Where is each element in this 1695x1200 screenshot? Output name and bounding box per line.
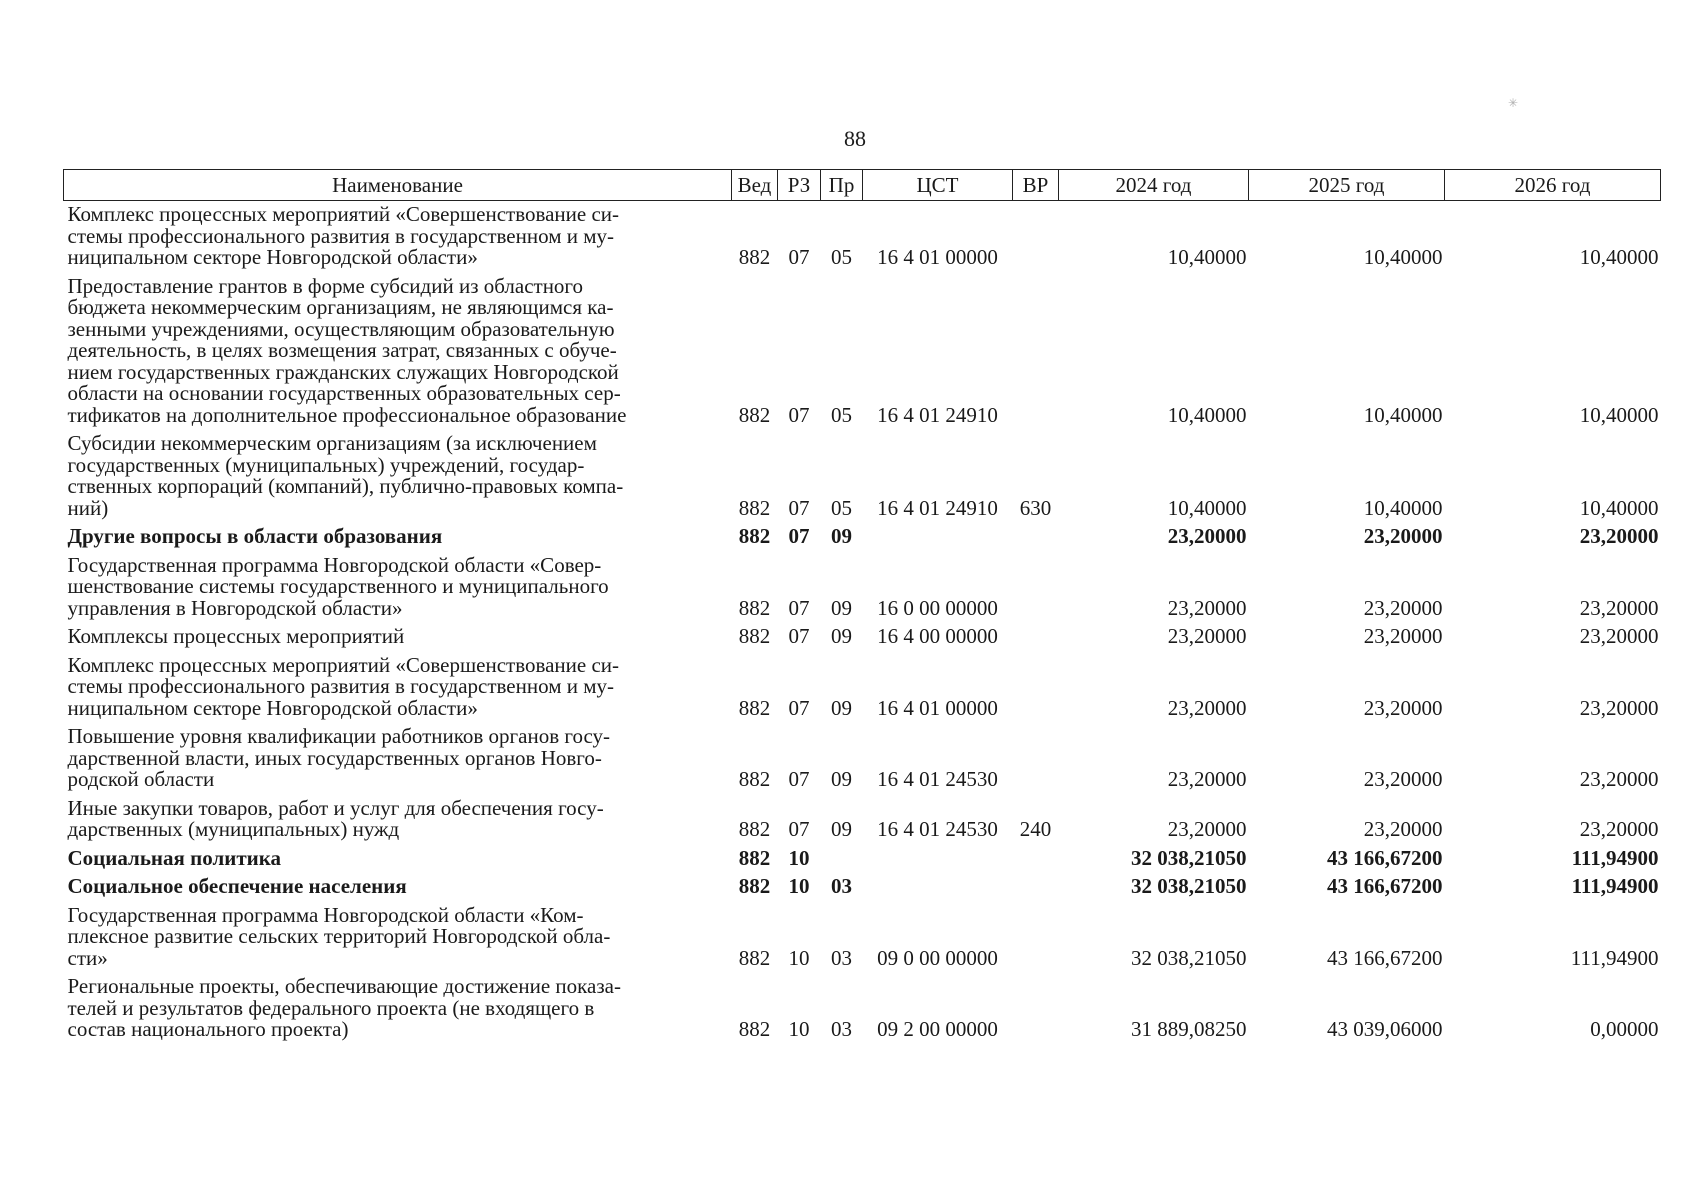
row-2026: 23,20000 — [1579, 767, 1659, 791]
row-vr — [1013, 969, 1059, 1041]
row-2025: 23,20000 — [1363, 595, 1443, 620]
row-2026: 23,20000 — [1579, 624, 1659, 648]
table-row — [64, 841, 1661, 870]
row-rz: 10 — [788, 874, 810, 898]
row-name: Социальное обеспечение населения — [67, 874, 407, 898]
row-pr: 05 — [831, 245, 852, 269]
row-name: Государственная программа Новгородской области «Совер- шенствование системы государственного и муниципального управления в Новгородской области» — [67, 552, 609, 620]
row-vr — [1013, 841, 1059, 870]
row-name: Комплексы процессных мероприятий — [67, 624, 405, 648]
row-name: Субсидии некоммерческим организациям (за исключением государственных (муниципальных) учреждений, государ- ственных корпораций (компаний), публично-правовых компа- ний) — [67, 431, 624, 520]
row-cst — [863, 519, 1013, 548]
row-name: Региональные проекты, обеспечивающие достижение показа- телей и результатов федерального проекта (не входящего в состав национального проекта) — [67, 974, 621, 1041]
row-2026: 23,20000 — [1579, 695, 1659, 720]
row-vr — [1013, 269, 1059, 427]
row-rz: 07 — [788, 495, 810, 520]
row-rz: 07 — [788, 817, 810, 841]
header-2024: 2024 год — [1059, 170, 1249, 201]
row-cst: 16 4 00 00000 — [877, 624, 998, 648]
row-rz: 07 — [788, 767, 810, 791]
row-cst: 16 0 00 00000 — [877, 595, 998, 620]
row-rz: 07 — [788, 402, 810, 427]
row-2024: 31 889,08250 — [1131, 1017, 1247, 1041]
row-ved: 882 — [738, 845, 771, 870]
row-vr — [1013, 201, 1059, 269]
row-2025: 23,20000 — [1363, 817, 1443, 841]
row-name: Социальная политика — [67, 845, 282, 870]
row-name: Другие вопросы в области образования — [67, 524, 443, 548]
row-ved: 882 — [738, 767, 771, 791]
table-row — [64, 619, 1661, 648]
row-2026: 23,20000 — [1579, 817, 1659, 841]
row-2025: 43 166,67200 — [1327, 945, 1443, 970]
row-pr: 09 — [831, 817, 852, 841]
row-pr: 03 — [831, 945, 852, 970]
row-rz: 07 — [788, 245, 810, 269]
row-pr: 03 — [831, 874, 852, 898]
table-row — [64, 548, 1661, 620]
header-pr: Пр — [821, 170, 863, 201]
row-rz: 07 — [788, 624, 810, 648]
table-row — [64, 269, 1661, 427]
row-2025: 10,40000 — [1363, 495, 1443, 520]
row-pr: 09 — [831, 624, 852, 648]
table-row — [64, 426, 1661, 519]
row-ved: 882 — [738, 945, 771, 970]
row-ved: 882 — [738, 1017, 771, 1041]
row-pr: 09 — [831, 767, 852, 791]
table-row — [64, 519, 1661, 548]
header-vr: ВР — [1013, 170, 1059, 201]
row-name: Повышение уровня квалификации работников органов госу- дарственной власти, иных государственных органов Новго- родской области — [67, 724, 611, 791]
row-2024: 32 038,21050 — [1131, 845, 1247, 870]
row-2024: 23,20000 — [1167, 695, 1247, 720]
row-2024: 10,40000 — [1167, 245, 1247, 269]
row-ved: 882 — [738, 624, 771, 648]
row-2026: 10,40000 — [1579, 245, 1659, 269]
header-2026: 2026 год — [1445, 170, 1661, 201]
row-rz: 10 — [788, 845, 810, 870]
row-vr — [1013, 898, 1059, 970]
row-cst: 16 4 01 24910 — [877, 402, 998, 427]
row-name: Предоставление грантов в форме субсидий из областного бюджета некоммерческим организациям, не являющимся ка- зенными учреждениями, осуществляющим образовательную деятельность, в целях возмещения затрат, связанных с обуче- нием государственных гражданских служащих Новгородской области на основании государственных образовательных сер- тификатов на дополнительное профессиональное образование — [67, 273, 627, 427]
row-2026: 111,94900 — [1571, 845, 1659, 870]
row-2026: 111,94900 — [1571, 874, 1659, 898]
row-ved: 882 — [738, 874, 771, 898]
row-2024: 23,20000 — [1167, 524, 1247, 548]
row-vr — [1013, 719, 1059, 791]
header-2025: 2025 год — [1249, 170, 1445, 201]
row-vr — [1013, 869, 1059, 898]
table-row — [64, 969, 1661, 1041]
row-2026: 111,94900 — [1570, 945, 1659, 970]
row-2025: 10,40000 — [1363, 245, 1443, 269]
row-vr: 630 — [1019, 495, 1052, 520]
row-2024: 23,20000 — [1167, 595, 1247, 620]
table-header — [64, 170, 1661, 201]
row-vr — [1013, 648, 1059, 720]
row-vr — [1013, 519, 1059, 548]
row-2025: 43 166,67200 — [1327, 845, 1443, 870]
row-rz: 07 — [788, 524, 810, 548]
row-ved: 882 — [738, 695, 771, 720]
table-row — [64, 898, 1661, 970]
row-rz: 07 — [788, 695, 810, 720]
row-2026: 0,00000 — [1590, 1017, 1659, 1041]
row-2025: 23,20000 — [1363, 695, 1443, 720]
row-2026: 23,20000 — [1579, 524, 1659, 548]
row-2025: 43 039,06000 — [1327, 1017, 1443, 1041]
row-rz: 07 — [788, 595, 810, 620]
row-2024: 23,20000 — [1167, 624, 1247, 648]
row-vr — [1013, 619, 1059, 648]
table-row — [64, 201, 1661, 269]
row-cst: 16 4 01 00000 — [877, 695, 998, 720]
row-2024: 10,40000 — [1167, 402, 1247, 427]
row-ved: 882 — [738, 524, 771, 548]
header-rz: РЗ — [778, 170, 821, 201]
row-cst: 16 4 01 24530 — [877, 767, 998, 791]
row-2024: 32 038,21050 — [1131, 874, 1247, 898]
row-2024: 32 038,21050 — [1131, 945, 1247, 970]
row-ved: 882 — [738, 817, 771, 841]
page-number: 88 — [844, 126, 866, 151]
row-cst: 16 4 01 24910 — [877, 495, 998, 520]
row-cst — [863, 869, 1013, 898]
row-vr: 240 — [1019, 817, 1052, 841]
row-ved: 882 — [738, 245, 771, 269]
table-body — [64, 201, 1661, 1041]
row-rz: 10 — [788, 945, 810, 970]
row-2026: 23,20000 — [1579, 595, 1659, 620]
header-name: Наименование — [64, 170, 732, 201]
row-ved: 882 — [738, 402, 771, 427]
row-2025: 10,40000 — [1363, 402, 1443, 427]
table-row — [64, 648, 1661, 720]
row-vr — [1013, 548, 1059, 620]
row-ved: 882 — [738, 495, 771, 520]
row-cst: 16 4 01 24530 — [877, 817, 998, 841]
row-name: Комплекс процессных мероприятий «Совершенствование си- стемы профессионального развития в государственном и му- ниципальном секторе Новгородской области» — [67, 652, 620, 720]
row-cst: 16 4 01 00000 — [877, 245, 998, 269]
row-2024: 10,40000 — [1167, 495, 1247, 520]
row-2024: 23,20000 — [1167, 767, 1247, 791]
row-cst: 09 2 00 00000 — [877, 1017, 998, 1041]
row-name: Государственная программа Новгородской области «Ком- плексное развитие сельских территорий Новгородской обла- сти» — [67, 902, 611, 970]
header-cst: ЦСТ — [863, 170, 1013, 201]
header-ved: Вед — [732, 170, 778, 201]
budget-table — [63, 169, 1661, 1041]
row-pr: 03 — [831, 1017, 852, 1041]
row-ved: 882 — [738, 595, 771, 620]
row-2025: 23,20000 — [1363, 767, 1443, 791]
row-pr: 05 — [831, 495, 852, 520]
row-pr: 05 — [831, 402, 852, 427]
table-row — [64, 719, 1661, 791]
row-pr — [821, 841, 863, 870]
row-2026: 10,40000 — [1579, 495, 1659, 520]
row-2025: 23,20000 — [1363, 524, 1443, 548]
row-2026: 10,40000 — [1579, 402, 1659, 427]
row-cst: 09 0 00 00000 — [877, 945, 998, 970]
table-row — [64, 869, 1661, 898]
table-row — [64, 791, 1661, 841]
row-2025: 23,20000 — [1363, 624, 1443, 648]
row-2024: 23,20000 — [1167, 817, 1247, 841]
row-rz: 10 — [788, 1017, 810, 1041]
row-pr: 09 — [831, 695, 852, 720]
row-2025: 43 166,67200 — [1327, 874, 1443, 898]
row-pr: 09 — [831, 524, 852, 548]
scan-artifact-mark: ✳ — [1508, 96, 1519, 110]
header-row — [64, 170, 1661, 201]
row-name: Комплекс процессных мероприятий «Совершенствование си- стемы профессионального развития в государственном и му- ниципальном секторе Новгородской области» — [67, 202, 620, 269]
row-pr: 09 — [831, 595, 852, 620]
row-cst — [863, 841, 1013, 870]
row-name: Иные закупки товаров, работ и услуг для обеспечения госу- дарственных (муниципальных) нужд — [67, 795, 604, 841]
